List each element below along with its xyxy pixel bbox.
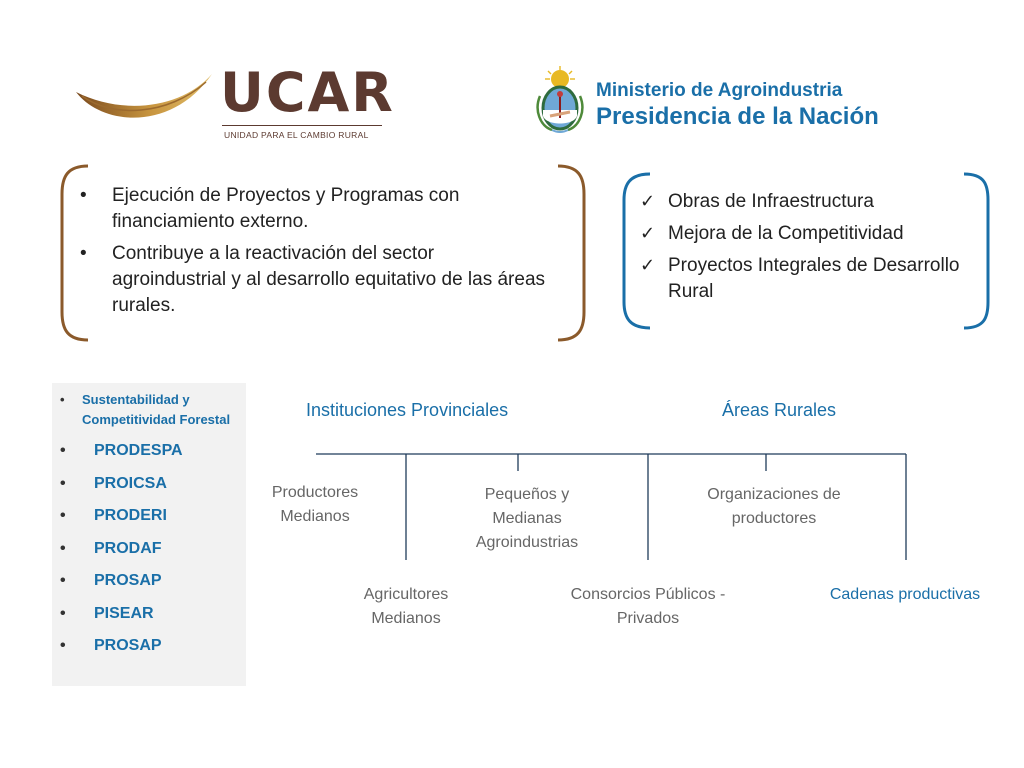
header-instituciones: Instituciones Provinciales [306,400,509,420]
program-item: • PROSAP [52,630,246,663]
programs-panel [52,383,246,686]
node-cadenas-productivas: Cadenas productivas [829,586,981,603]
argentina-coat-of-arms-icon [534,66,586,136]
program-list [52,435,246,663]
right-check-item [630,221,960,247]
ucar-swoosh-icon [72,66,222,136]
ucar-logo [72,61,395,146]
right-check-item [630,253,960,305]
program-item: • PROICSA [52,468,246,501]
node-consorcios: Consorcios Públicos - Privados [570,586,726,627]
left-bracket-close [558,166,584,340]
program-item: • PRODAF [52,533,246,566]
checkmark-icon: ✓ [640,223,656,244]
program-item: • PRODERI [52,500,246,533]
right-check-label: Proyectos Integrales de Desarrollo Rural [668,255,960,302]
header-areas-rurales: Áreas Rurales [722,400,837,420]
program-item: • PROSAP [52,565,246,598]
ministry-logo [534,66,934,138]
right-check-label: Mejora de la Competitividad [668,223,904,244]
ministry-subtitle: Presidencia de la Nación [596,103,879,130]
ministry-title: Ministerio de Agroindustria [596,80,843,101]
node-agricultores-medianos: Agricultores Medianos [363,586,449,627]
ucar-divider [222,125,382,126]
ucar-tagline: UNIDAD PARA EL CAMBIO RURAL [224,130,369,140]
checkmark-icon: ✓ [640,191,656,212]
node-productores-medianos: Productores Medianos [271,484,359,525]
right-check-item [630,189,960,215]
program-item: • PRODESPA [52,435,246,468]
left-bullet-item: • Contribuye a la reactivación del sector agroindustrial y al desarrollo equitativo de las áreas rurales. [76,241,546,319]
node-organizaciones-productores: Organizaciones de productores [707,486,841,527]
right-check-label: Obras de Infraestructura [668,191,874,212]
program-item: • PISEAR [52,598,246,631]
ucar-wordmark: UCAR [220,61,395,124]
right-bracket-close [964,174,988,328]
program-item-forestal: • Sustentabilidad y Competitividad Forestal [52,390,232,430]
right-check-list [630,189,960,311]
left-bullet-item: • Ejecución de Proyectos y Programas con financiamiento externo. [76,183,546,235]
node-pequenas-agroindustrias: Pequeños y Medianas Agroindustrias [475,486,579,551]
left-bullet-list [76,183,546,325]
checkmark-icon: ✓ [640,255,656,276]
